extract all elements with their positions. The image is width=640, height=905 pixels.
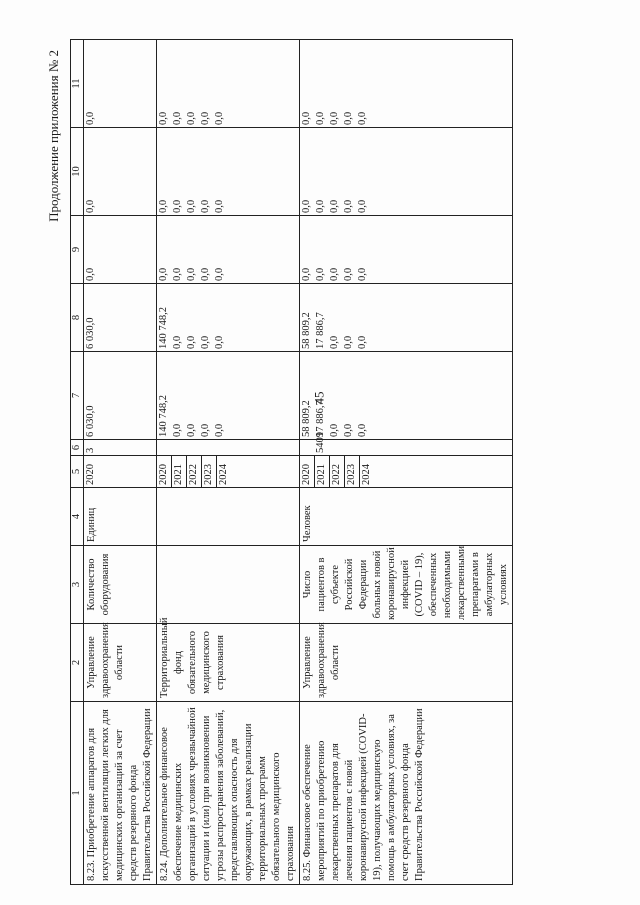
col11-value: 0,0 [214, 111, 225, 125]
col6-value [342, 440, 356, 455]
col10-value: 0,0 [200, 199, 211, 213]
cell-col4: Человек [300, 488, 513, 546]
col10-value: 0,0 [85, 199, 96, 213]
table-row [157, 40, 300, 885]
col11-value: 0,0 [329, 111, 340, 125]
col8-value: 0,0 [172, 335, 183, 349]
col10-value: 0,0 [357, 199, 368, 213]
col8-value: 0,0 [357, 335, 368, 349]
header-cell: 8 [71, 284, 84, 352]
col11-value: 0,0 [200, 111, 211, 125]
col11-value: 0,0 [85, 111, 96, 125]
years-value: 2020 [158, 464, 169, 485]
col9-value: 0,0 [85, 267, 96, 281]
col6-value [328, 440, 342, 455]
years-value: 2020 [85, 464, 96, 485]
table-row [84, 40, 157, 885]
col10-value: 0,0 [315, 199, 326, 213]
col11-value: 0,0 [172, 111, 183, 125]
header-cell: 10 [71, 128, 84, 216]
col8-value: 0,0 [186, 335, 197, 349]
cell-col4: Единиц [84, 488, 157, 546]
col7-value: 140 748,2 [158, 395, 169, 437]
col7-value: 17 886,7 [315, 400, 326, 437]
years-value: 2021 [315, 456, 330, 487]
header-cell: 11 [71, 40, 84, 128]
col7-value: 0,0 [357, 423, 368, 437]
col11-value: 0,0 [357, 111, 368, 125]
col9-value: 0,0 [357, 267, 368, 281]
data-table [70, 39, 513, 885]
col8-value: 140 748,2 [158, 307, 169, 349]
col11-value: 0,0 [343, 111, 354, 125]
cell-col2: Управление здравоохранения области [84, 624, 157, 702]
col9-value: 0,0 [343, 267, 354, 281]
cell-col10 [84, 128, 157, 216]
col8-value: 0,0 [214, 335, 225, 349]
header-cell: 6 [71, 440, 84, 456]
years-value: 2021 [172, 456, 187, 487]
table-row [300, 40, 513, 885]
col9-value: 0,0 [200, 267, 211, 281]
cell-col6 [300, 432, 513, 456]
cell-col7 [157, 352, 300, 440]
cell-years [300, 456, 513, 488]
col8-value: 17 886,7 [315, 312, 326, 349]
cell-col9 [300, 216, 513, 284]
col7-value: 0,0 [186, 423, 197, 437]
col7-value: 6 030,0 [85, 405, 96, 437]
col8-value: 0,0 [329, 335, 340, 349]
col6-value [171, 440, 185, 455]
col7-value: 0,0 [214, 423, 225, 437]
cell-col8 [84, 284, 157, 352]
years-value: 2022 [187, 456, 202, 487]
years-value: 2023 [345, 456, 360, 487]
col9-value: 0,0 [158, 267, 169, 281]
years-value: 2024 [360, 456, 375, 487]
col9-value: 0,0 [214, 267, 225, 281]
cell-col2: Управление здравоохранения области [300, 624, 513, 702]
col11-value: 0,0 [315, 111, 326, 125]
col6-value: 3 [85, 447, 96, 453]
cell-col10 [157, 128, 300, 216]
col10-value: 0,0 [214, 199, 225, 213]
cell-col3: Количество оборудования [84, 546, 157, 624]
cell-col11 [300, 40, 513, 128]
col6-value: 5409 [315, 432, 326, 453]
header-row [71, 40, 84, 885]
col11-value: 0,0 [158, 111, 169, 125]
col8-value: 0,0 [343, 335, 354, 349]
cell-col7 [84, 352, 157, 440]
col8-value: 58 809,2 [301, 312, 312, 349]
cell-col6 [157, 440, 300, 456]
col6-value [300, 440, 314, 455]
col10-value: 0,0 [343, 199, 354, 213]
cell-col9 [84, 216, 157, 284]
years-value: 2024 [217, 456, 232, 487]
appendix-caption: Продолжение приложения № 2 [46, 50, 61, 222]
col7-value: 0,0 [172, 423, 183, 437]
cell-col10 [300, 128, 513, 216]
header-cell: 9 [71, 216, 84, 284]
cell-col4 [157, 488, 300, 546]
cell-col8 [300, 284, 513, 352]
col9-value: 0,0 [186, 267, 197, 281]
cell-col9 [157, 216, 300, 284]
col7-value: 0,0 [200, 423, 211, 437]
cell-col3: Число пациентов в субъекте Российской Федерации больных новой коронавирусной инфекцией (COVID – 19), обеспеченных необходимыми лекарственными препаратами в амбулаторных условиях [300, 546, 513, 624]
header-cell: 3 [71, 546, 84, 624]
col10-value: 0,0 [172, 199, 183, 213]
col6-value [356, 440, 370, 455]
col10-value: 0,0 [186, 199, 197, 213]
header-cell: 5 [71, 456, 84, 488]
cell-years [84, 456, 157, 488]
col11-value: 0,0 [301, 111, 312, 125]
col10-value: 0,0 [329, 199, 340, 213]
col9-value: 0,0 [329, 267, 340, 281]
col11-value: 0,0 [186, 111, 197, 125]
header-cell: 2 [71, 624, 84, 702]
col7-value: 58 809,2 [301, 400, 312, 437]
cell-col1: 8.24. Дополнительное финансовое обеспечение медицинских организаций в условиях чрезвычайной ситуации и (или) при возникновении угрозы распространения заболеваний, представляющих опасность для окружающих, в рамках реализации территориальных программ обязательного медицинского страхования [157, 702, 300, 885]
years-value: 2020 [301, 464, 312, 485]
col6-value [157, 440, 171, 455]
col7-value: 0,0 [329, 423, 340, 437]
page-number: 45 [311, 391, 327, 405]
cell-col1: 8.23. Приобретение аппаратов для искусственной вентиляции легких для медицинских организаций за счет средств резервного фонда Правительства Российской Федерации [84, 702, 157, 885]
cell-col11 [157, 40, 300, 128]
col7-value: 0,0 [343, 423, 354, 437]
cell-col2: Территориальный фонд обязательного медицинского страхования [157, 624, 300, 702]
cell-years [157, 456, 300, 488]
col9-value: 0,0 [172, 267, 183, 281]
col6-value [199, 440, 213, 455]
col9-value: 0,0 [315, 267, 326, 281]
rotated-table-container [46, 40, 615, 885]
col6-value [213, 440, 227, 455]
cell-col7 [300, 352, 513, 440]
cell-col1: 8.25. Финансовое обеспечение мероприятий по приобретению лекарственных препаратов для лечения пациентов с новой коронавирусной инфекцией (COVID-19), получающих медицинскую помощь в амбулаторных условиях, за счет средств резервного фонда Правительства Российской Федерации [300, 702, 513, 885]
header-cell: 4 [71, 488, 84, 546]
col10-value: 0,0 [158, 199, 169, 213]
col10-value: 0,0 [301, 199, 312, 213]
col6-value [185, 440, 199, 455]
cell-col6 [84, 440, 157, 456]
header-cell: 7 [71, 352, 84, 440]
cell-col8 [157, 284, 300, 352]
col8-value: 6 030,0 [85, 317, 96, 349]
cell-col11 [84, 40, 157, 128]
col9-value: 0,0 [301, 267, 312, 281]
years-value: 2023 [202, 456, 217, 487]
cell-col3 [157, 546, 300, 624]
col8-value: 0,0 [200, 335, 211, 349]
years-value: 2022 [330, 456, 345, 487]
header-cell: 1 [71, 702, 84, 885]
